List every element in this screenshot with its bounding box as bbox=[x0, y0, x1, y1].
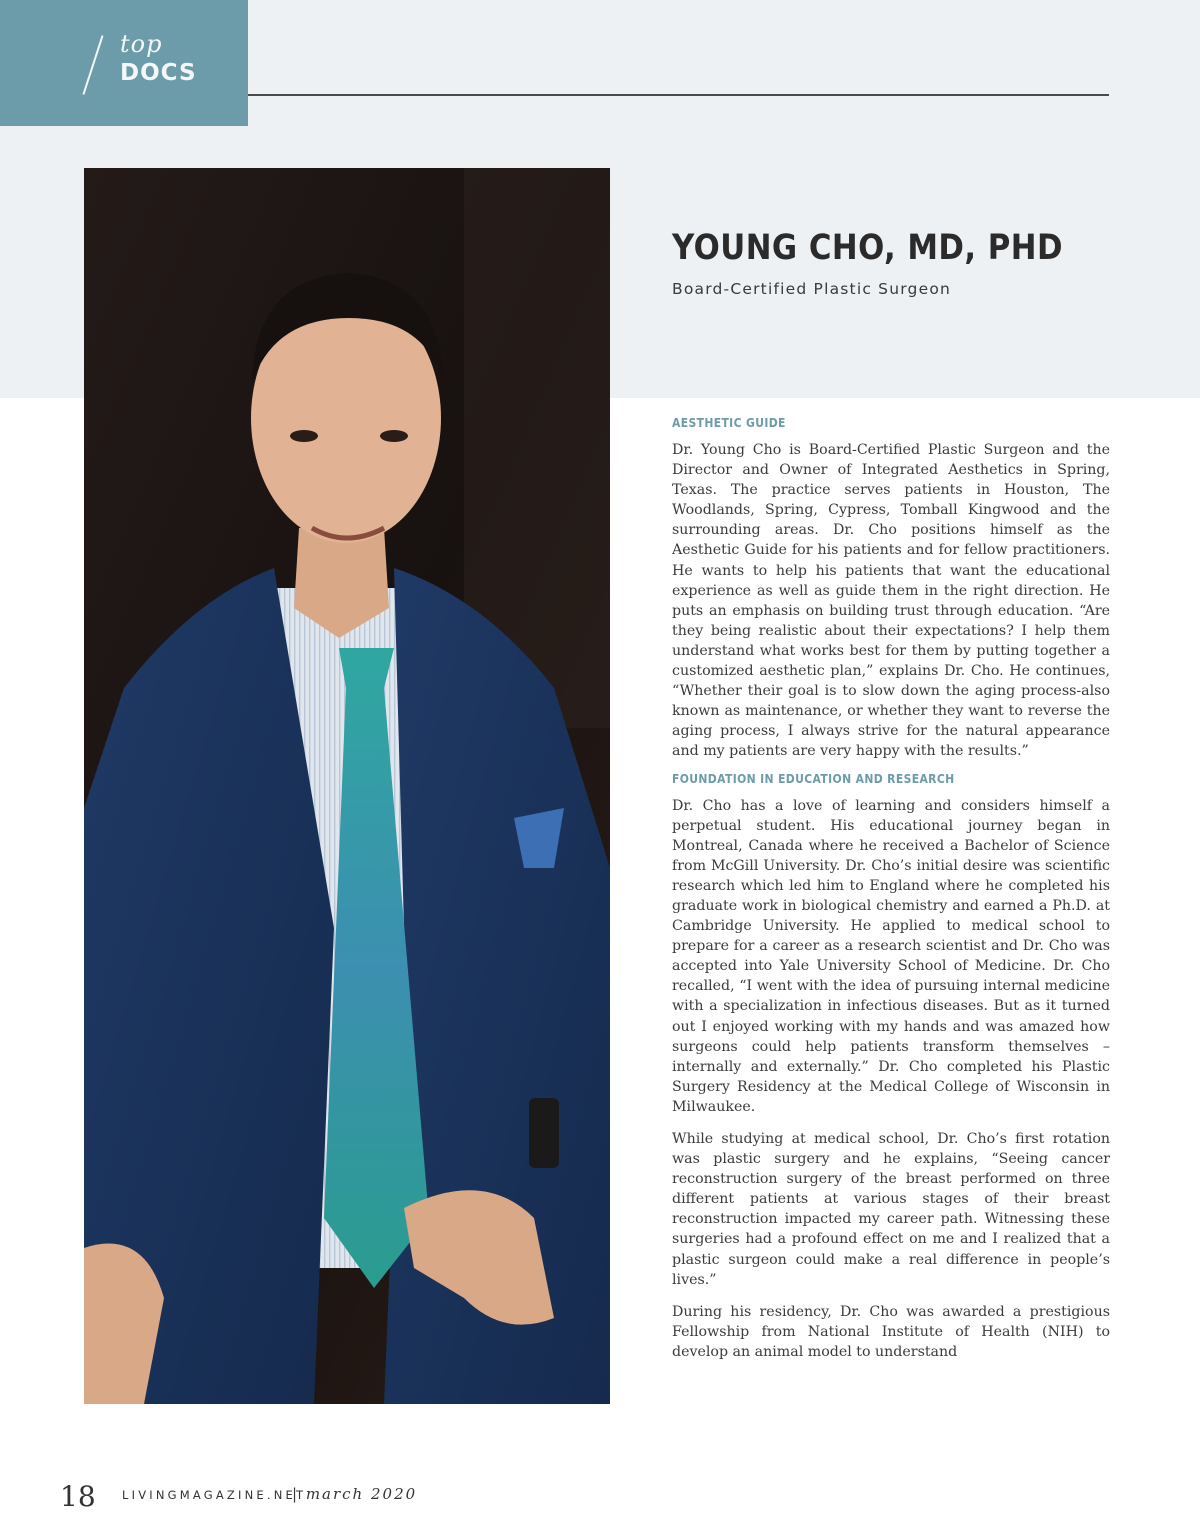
doctor-title: Board-Certified Plastic Surgeon bbox=[672, 280, 952, 298]
paragraph: Dr. Cho has a love of learning and considers himself a perpetual student. His educational journey began in Montreal, Canada where he received a Bachelor of Science from McGill University. Dr. Cho’s initial desire was scientific research which led him to England where he completed his graduate work in biological chemistry and earned a Ph.D. at Cambridge University. He applied to medical school to prepare for a career as a research scientist and Dr. Cho was accepted into Yale University School of Medicine. Dr. Cho recalled, “I went with the idea of pursuing internal medicine with a specialization in infectious diseases. But as it turned out I enjoyed working with my hands and was amazed how surgeons could help patients transform themselves – internally and externally.” Dr. Cho completed his Plastic Surgery Residency at the Medical College of Wisconsin in Milwaukee. bbox=[672, 797, 1110, 1115]
article-body bbox=[672, 416, 1110, 1374]
section-tag-docs: DOCS bbox=[120, 60, 197, 86]
paragraph: During his residency, Dr. Cho was awarded a prestigious Fellowship from National Institute of Health (NIH) to develop an animal model to understand bbox=[672, 1303, 1110, 1360]
footer-site[interactable]: LIVINGMAGAZINE.NET bbox=[122, 1488, 307, 1502]
header-rule bbox=[248, 94, 1109, 96]
section-tag-top: top bbox=[120, 30, 163, 58]
section-heading: AESTHETIC GUIDE bbox=[672, 416, 786, 430]
page-number: 18 bbox=[60, 1480, 96, 1513]
section-heading: FOUNDATION IN EDUCATION AND RESEARCH bbox=[672, 771, 955, 786]
slash-decoration bbox=[82, 35, 103, 95]
paragraph: Dr. Young Cho is Board-Certified Plastic Surgeon and the Director and Owner of Integrated Aesthetics in Spring, Texas. The practice serves patients in Houston, The Woodlands, Spring, Cypress, Tomball Kingwood and the surrounding areas. Dr. Cho positions himself as the Aesthetic Guide for his patients and for fellow practitioners. He wants to help his patients that want the educational experience as well as guide them in the right direction. He puts an emphasis on building trust through education. “Are they being realistic about their expectations? I help them understand what works best for them by putting together a customized aesthetic plan,” explains Dr. Cho. He continues, “Whether their goal is to slow down the aging process-also known as maintenance, or whether they want to reverse the aging process, I always strive for the natural appearance and my patients are very happy with the results.” bbox=[672, 442, 1110, 760]
paragraph: While studying at medical school, Dr. Cho’s first rotation was plastic surgery and he explains, “Seeing cancer reconstruction surgery of the breast performed on three different patients at various stages of their breast reconstruction impacted my career path. Witnessing these surgeries had a profound effect on me and I realized that a plastic surgeon could make a real difference in people’s lives.” bbox=[672, 1131, 1110, 1288]
section-tag bbox=[0, 0, 248, 126]
footer-issue: | march 2020 bbox=[292, 1485, 418, 1503]
doctor-name: YOUNG CHO, MD, PHD bbox=[672, 228, 1063, 268]
portrait-photo bbox=[84, 168, 610, 1404]
